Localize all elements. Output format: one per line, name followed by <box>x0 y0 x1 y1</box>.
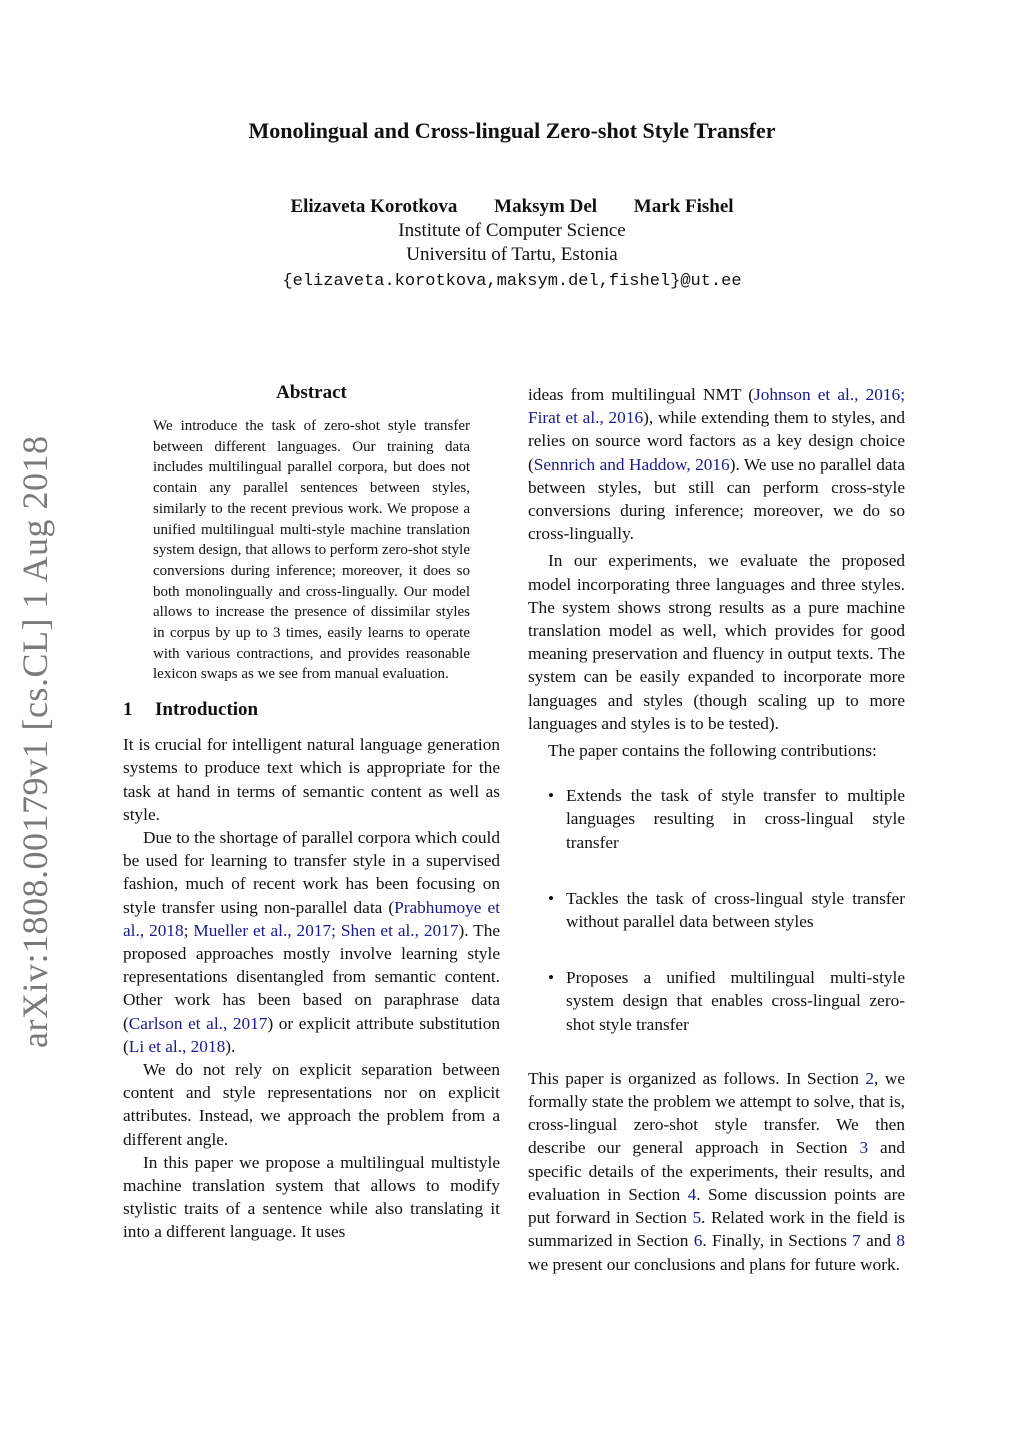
section-ref-link[interactable]: 7 <box>852 1231 861 1251</box>
bullet-icon: • <box>548 968 555 988</box>
bullet-icon: • <box>548 786 555 806</box>
section-ref-link[interactable]: 2 <box>865 1068 875 1088</box>
author-name: Mark Fishel <box>633 196 734 217</box>
email-text: {elizaveta.korotkova,maksym.del,fishel}@ut.ee <box>282 272 742 291</box>
affiliation-institute: Institute of Computer Science <box>398 220 626 241</box>
contributions-list <box>528 784 905 1036</box>
right-paragraph-2: In our experiments, we evaluate the proposed model incorporating three languages and three styles. The system shows strong results as a pure machine translation model as well, which provides for good meaning preservation and fluency in output texts. The system can be easily expanded to incorporate more languages and styles (though scaling up to more languages and styles is to be tested). <box>528 551 905 733</box>
right-paragraph-3: The paper contains the following contributions: <box>548 741 877 761</box>
list-item: • Extends the task of style transfer to multiple languages resulting in cross-lingual style transfer <box>548 786 905 852</box>
citation-link[interactable]: Prabhumoye et al., 2018 <box>123 897 500 940</box>
intro-paragraph-3: We do not rely on explicit separation between content and style representations nor on explicit attributes. Instead, we approach the problem from a different angle. <box>123 1059 500 1149</box>
author-name: Elizaveta Korotkova <box>290 196 458 217</box>
section-ref-link[interactable]: 8 <box>896 1231 905 1251</box>
right-paragraph-4: This paper is organized as follows. In Section 2, we formally state the problem we attempt to solve, that is, cross-lingual zero-shot style transfer. We then describe our general approach in Section 3 and specific details of the experiments, their results, and evaluation in Section 4. Some discussion points are put forward in Section 5. Related work in the field is summarized in Section 6. Finally, in Sections 7 and 8 we present our conclusions and plans for future work. <box>528 1068 906 1274</box>
abstract-heading: Abstract <box>276 382 347 403</box>
list-item: • Proposes a unified multilingual multi-style system design that enables cross-lingual zero-shot style transfer <box>548 968 905 1034</box>
paper-title: Monolingual and Cross-lingual Zero-shot Style Transfer <box>248 118 776 143</box>
section-heading-introduction <box>123 699 500 721</box>
intro-paragraph-4: In this paper we propose a multilingual multistyle machine translation system that allows to modify stylistic traits of a sentence while also translating it into a different language. It uses <box>123 1152 500 1242</box>
left-column <box>123 382 500 1244</box>
section-ref-link[interactable]: 6 <box>693 1231 703 1251</box>
bullet-icon: • <box>548 888 555 908</box>
section-number: 1 <box>123 699 133 721</box>
author-list <box>0 196 1024 218</box>
citation-link[interactable]: Sennrich and Haddow, 2016 <box>533 454 730 474</box>
list-item: • Tackles the task of cross-lingual style transfer without parallel data between styles <box>548 888 905 932</box>
abstract-text: We introduce the task of zero-shot style transfer between different languages. Our training data includes multilingual parallel corpora, but does not contain any parallel sentences between styles, similarly to the recent previous work. We propose a unified multilingual multi-style machine translation system design, that allows to perform zero-shot style conversions during inference; moreover, it does so both monolingually and cross-lingually. Our model allows to increase the presence of dissimilar styles in corpus by up to 3 times, easily learns to operate with various contractions, and provides reasonable lexicon swaps as we see from manual evaluation. <box>153 418 470 683</box>
intro-paragraph-2: Due to the shortage of parallel corpora which could be used for learning to transfer style in a supervised fashion, much of recent work has been focusing on style transfer using non-parallel data (Prabhumoye et al., 2018; Mueller et al., 2017; Shen et al., 2017). The proposed approaches mostly involve learning style representations disentangled from semantic content. Other work has been based on paraphrase data (Carlson et al., 2017) or explicit attribute substitution (Li et al., 2018). <box>123 827 501 1056</box>
citation-link[interactable]: Li et al., 2018 <box>128 1036 226 1056</box>
author-name: Maksym Del <box>494 196 598 217</box>
citation-link[interactable]: Mueller et al., 2017 <box>193 920 332 940</box>
arxiv-identifier: arXiv:1808.00179v1 [cs.CL] 1 Aug 2018 <box>15 435 55 1048</box>
author-emails <box>0 269 1024 291</box>
citation-link[interactable]: Johnson et al., 2016 <box>753 385 901 404</box>
section-ref-link[interactable]: 3 <box>859 1138 869 1158</box>
affiliation-university: Universitu of Tartu, Estonia <box>406 244 618 265</box>
citation-link[interactable]: Carlson et al., 2017 <box>128 1013 268 1033</box>
citation-link[interactable]: Firat et al., 2016 <box>528 408 644 428</box>
section-ref-link[interactable]: 5 <box>692 1208 702 1228</box>
section-ref-link[interactable]: 4 <box>687 1184 697 1204</box>
section-title: Introduction <box>155 699 259 721</box>
citation-link[interactable]: Shen et al., 2017 <box>340 920 459 940</box>
right-column <box>528 383 905 1276</box>
right-paragraph-1: ideas from multilingual NMT (Johnson et al., 2016; Firat et al., 2016), while extending them to styles, and relies on source word factors as a key design choice (Sennrich and Haddow, 2016). We use no parallel data between styles, but still can perform cross-style conversions during inference; moreover, we do so cross-lingually. <box>528 385 905 544</box>
intro-paragraph-1: It is crucial for intelligent natural language generation systems to produce text which is appropriate for the task at hand in terms of semantic content as well as style. <box>123 735 500 824</box>
